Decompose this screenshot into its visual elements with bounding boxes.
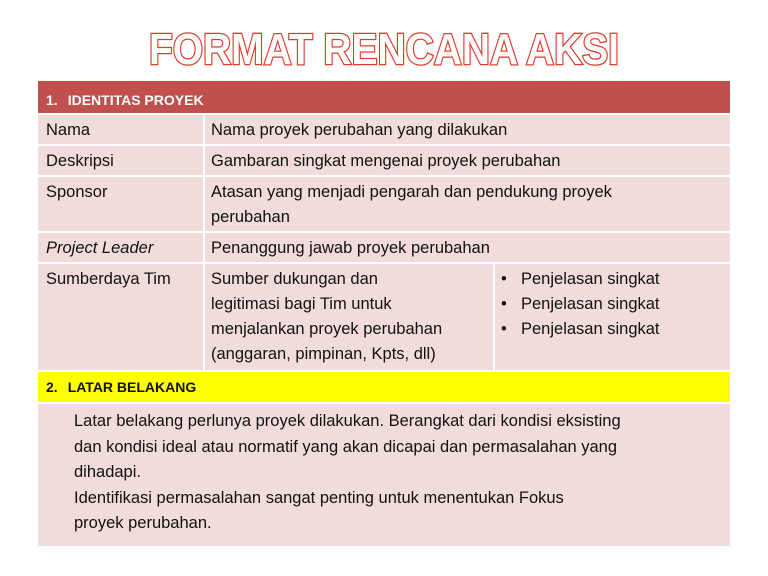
bullet-dot-icon: • [501, 295, 507, 313]
section-heading: LATAR BELAKANG [67, 379, 197, 395]
row-value: Gambaran singkat mengenai proyek perubahan [211, 152, 561, 170]
slide-title [0, 18, 768, 78]
paragraph-line: proyek perubahan. [74, 514, 212, 532]
paragraph-line: dihadapi. [74, 463, 141, 481]
bullet-item: • Penjelasan singkat [501, 267, 660, 292]
row-value-line-1: Sumber dukungan dan [211, 270, 378, 288]
row-value: Nama proyek perubahan yang dilakukan [211, 121, 508, 139]
table-row-project-leader [38, 233, 730, 264]
row-label: Sumberdaya Tim [46, 270, 171, 288]
paragraph-line: Latar belakang perlunya proyek dilakukan. Berangkat dari kondisi eksisting [74, 412, 621, 430]
row-value-line-3: menjalankan proyek perubahan [211, 320, 443, 338]
paragraph-line: dan kondisi ideal atau normatif yang akan dicapai dan permasalahan yang [74, 437, 618, 456]
latar-belakang-paragraph [38, 404, 730, 546]
row-label: Project Leader [46, 239, 154, 257]
table-row-nama [38, 115, 730, 146]
row-label: Sponsor [46, 183, 108, 201]
row-label: Nama [46, 121, 91, 139]
slide-title-text: FORMAT RENCANA AKSI [149, 25, 619, 74]
row-value-line-1: Atasan yang menjadi pengarah dan pendukung proyek [211, 183, 612, 201]
section-number: 2. [46, 379, 58, 395]
bullet-item: • Penjelasan singkat [501, 292, 660, 317]
section-number: 1. [46, 92, 58, 108]
section-heading: IDENTITAS PROYEK [67, 92, 204, 108]
table-row-sponsor [38, 177, 730, 233]
table-row-sumberdaya-tim [38, 264, 730, 372]
bullet-item: • Penjelasan singkat [501, 317, 660, 342]
action-plan-table [38, 81, 730, 546]
row-value-line-4: (anggaran, pimpinan, Kpts, dll) [211, 345, 436, 363]
row-value-line-2: perubahan [211, 208, 290, 226]
row-label: Deskripsi [46, 152, 114, 170]
section-header-identitas [38, 81, 730, 115]
row-value: Penanggung jawab proyek perubahan [211, 239, 490, 257]
bullet-list [501, 267, 660, 342]
row-value-line-2: legitimasi bagi Tim untuk [211, 295, 392, 313]
bullet-dot-icon: • [501, 270, 507, 288]
paragraph-line: Identifikasi permasalahan sangat penting untuk menentukan Fokus [74, 488, 564, 507]
bullet-dot-icon: • [501, 320, 507, 338]
table-row-deskripsi [38, 146, 730, 177]
section-header-latar-belakang [38, 372, 730, 404]
